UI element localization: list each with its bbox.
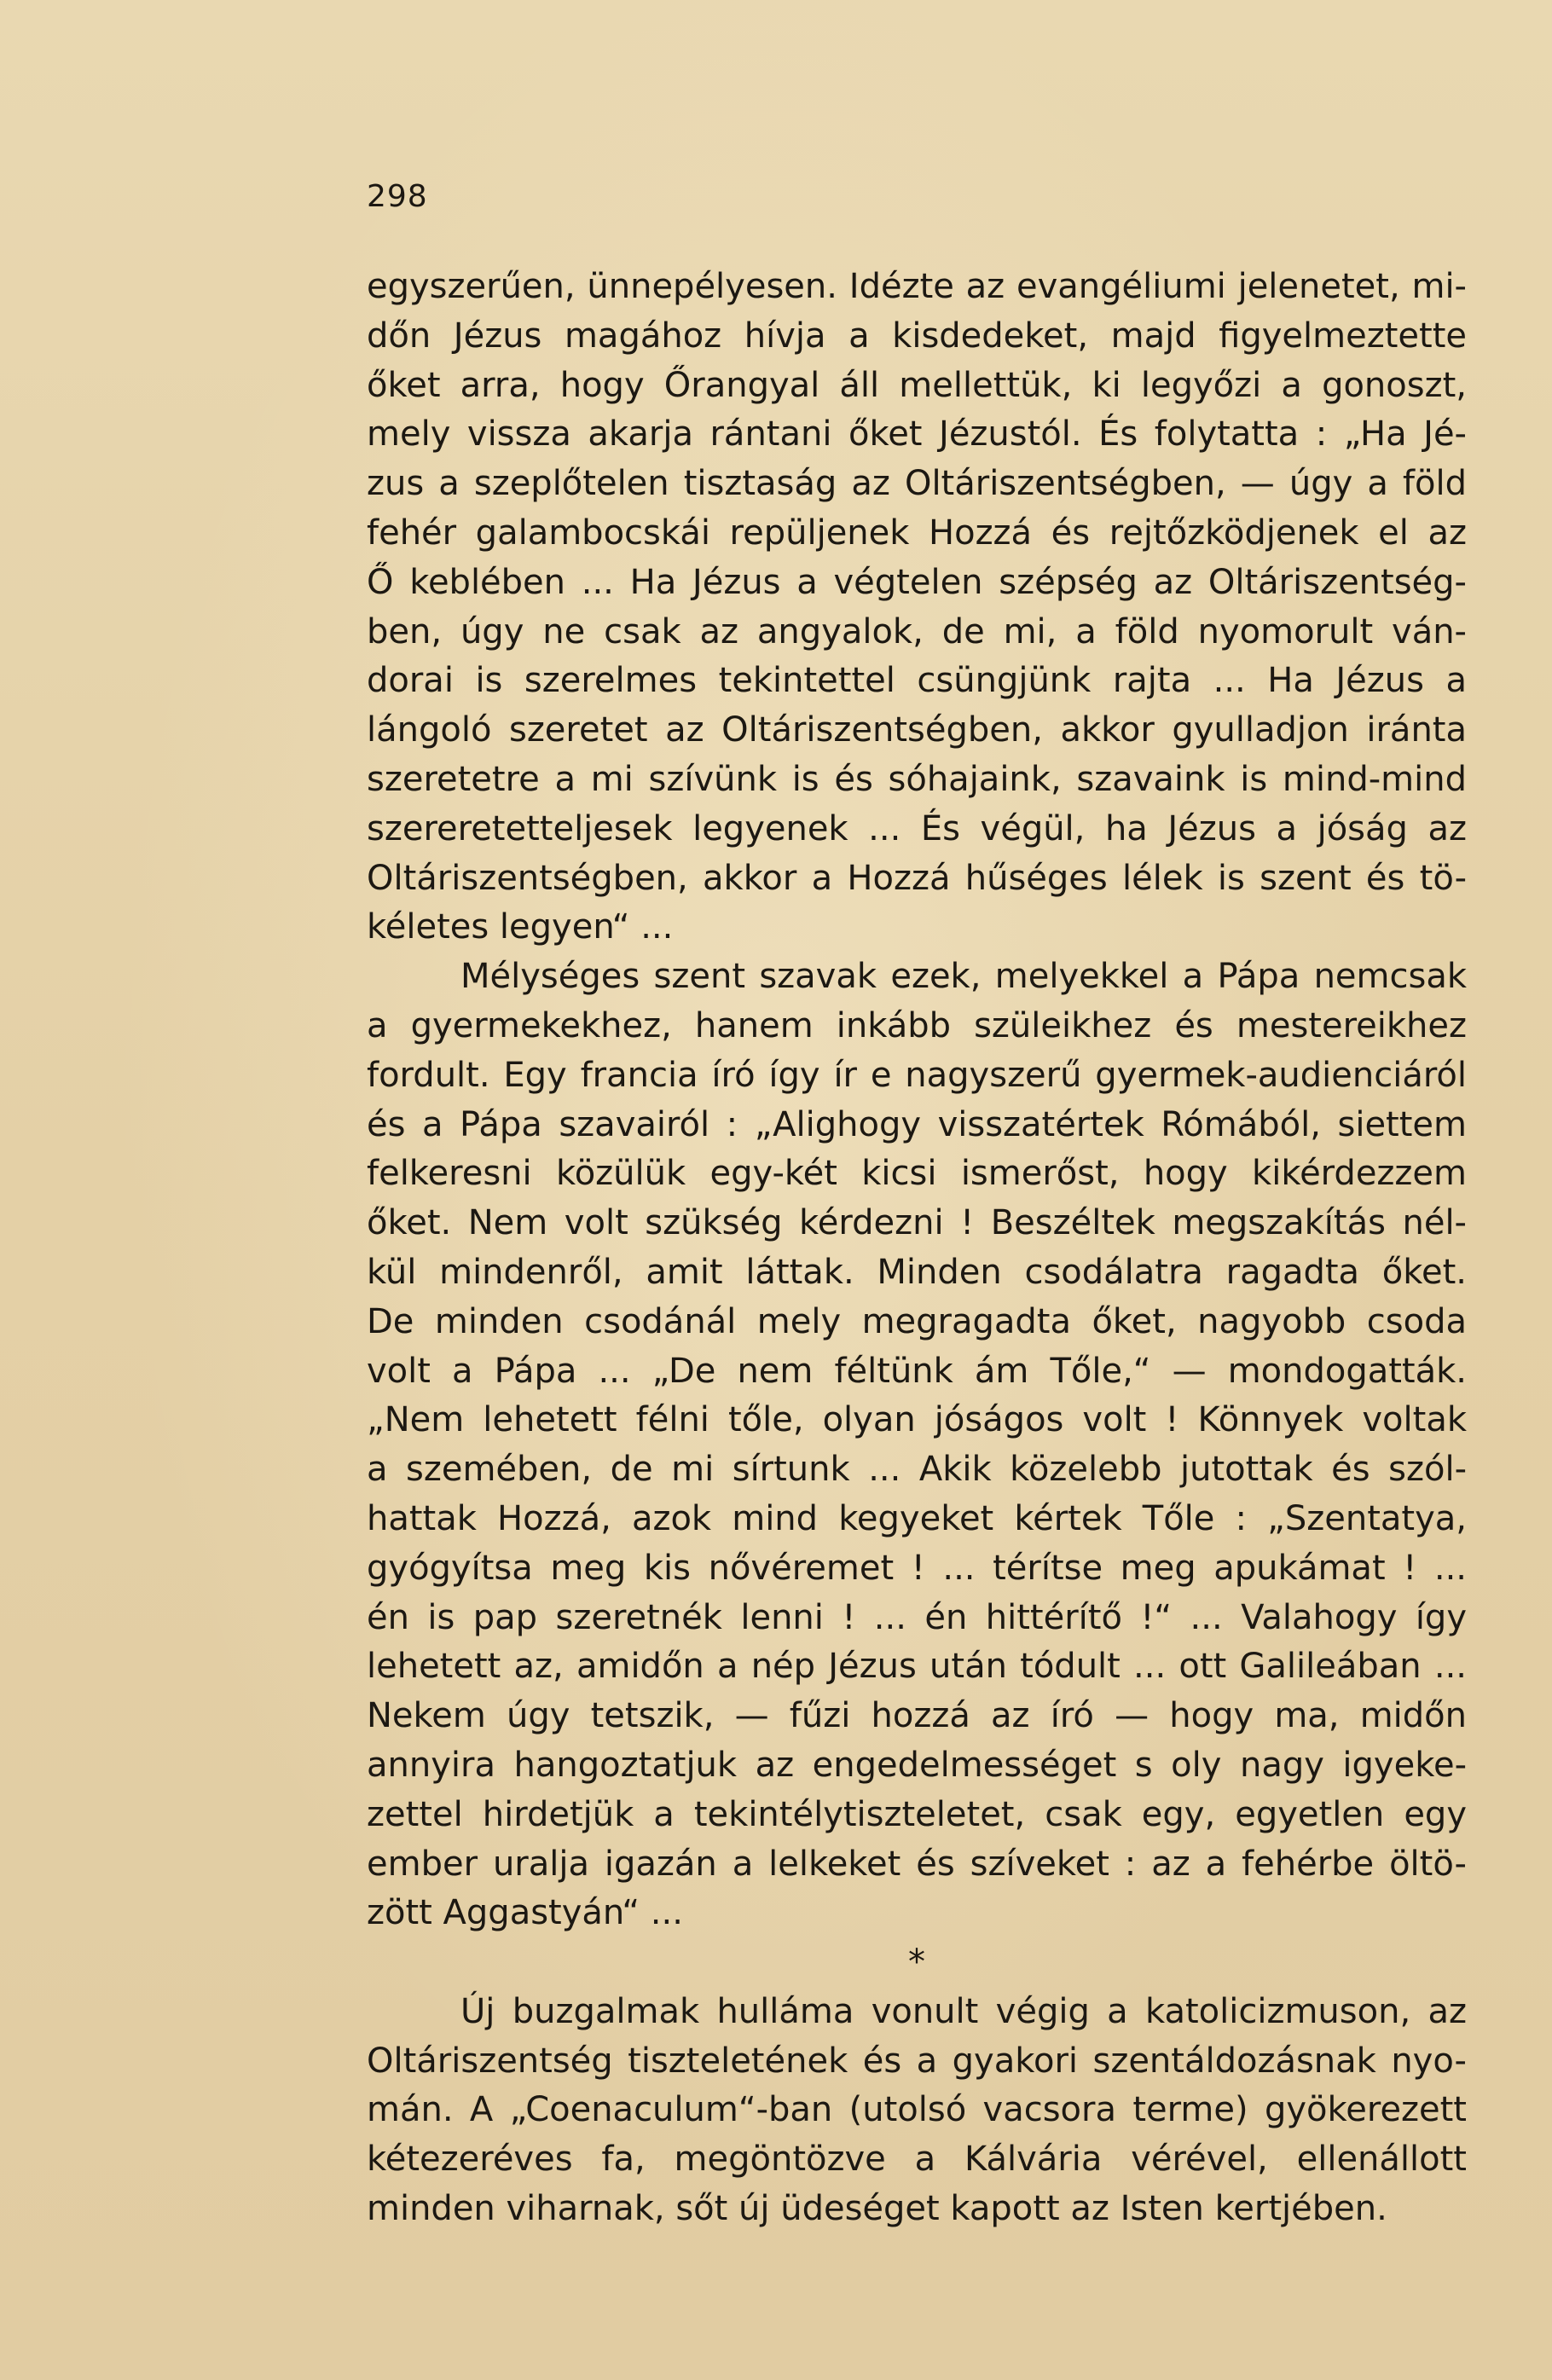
text-line: a gyermekekhez, hanem inkább szüleikhez és mestereikhez (367, 1005, 1467, 1045)
text-line: minden viharnak, sőt új üdeséget kapott az Isten kertjében. (367, 2189, 1387, 2229)
text-line: gyógyítsa meg kis nővéremet ! ... térítse meg apukámat ! ... (367, 1548, 1467, 1588)
text-line: mely vissza akarja rántani őket Jézustól. És folytatta : „Ha Jé- (367, 414, 1467, 455)
text-line: dőn Jézus magához hívja a kisdedeket, majd figyelmeztette (367, 316, 1467, 356)
text-line: Ő keblében ... Ha Jézus a végtelen szépség az Oltáriszentség- (367, 562, 1467, 602)
text-line: Mélységes szent szavak ezek, melyekkel a Pápa nemcsak (460, 957, 1467, 997)
paragraph (367, 1988, 1467, 2234)
text-line: ben, úgy ne csak az angyalok, de mi, a föld nyomorult ván- (367, 611, 1467, 651)
text-line: szeretetre a mi szívünk is és sóhajaink, szavaink is mind-mind (367, 759, 1467, 799)
text-line: lángoló szeretet az Oltáriszentségben, akkor gyulladjon iránta (367, 710, 1467, 750)
text-line: volt a Pápa ... „De nem féltünk ám Tőle,“ — mondogatták. (367, 1351, 1467, 1391)
text-line: „Nem lehetett félni tőle, olyan jóságos volt ! Könnyek voltak (367, 1400, 1467, 1440)
text-line: mán. A „Coenaculum“-ban (utolsó vacsora terme) gyökerezett (367, 2090, 1467, 2130)
text-line: annyira hangoztatjuk az engedelmességet s oly nagy igyeke- (367, 1745, 1467, 1785)
text-line: kétezeréves fa, megöntözve a Kálvária vérével, ellenállott (367, 2140, 1467, 2180)
text-line: őket arra, hogy Őrangyal áll mellettük, ki legyőzi a gonoszt, (367, 365, 1467, 405)
text-line: Oltáriszentségben, akkor a Hozzá hűséges lélek is szent és tö- (367, 858, 1467, 898)
text-body (367, 263, 1467, 2234)
text-line: hattak Hozzá, azok mind kegyeket kértek Tőle : „Szentatya, (367, 1498, 1467, 1538)
text-line: ember uralja igazán a lelkeket és szíveket : az a fehérbe öltö- (367, 1844, 1467, 1884)
text-line: a szemében, de mi sírtunk ... Akik közelebb jutottak és szól- (367, 1450, 1467, 1490)
text-line: én is pap szeretnék lenni ! ... én hittérítő !“ ... Valahogy így (367, 1597, 1467, 1637)
text-line: és a Pápa szavairól : „Alighogy visszatértek Rómából, siettem (367, 1104, 1467, 1144)
text-line: Oltáriszentség tiszteletének és a gyakori szentáldozásnak nyo- (367, 2041, 1467, 2081)
text-line: Új buzgalmak hulláma vonult végig a katolicizmuson, az (460, 1991, 1467, 2031)
text-line: szereretetteljesek legyenek ... És végül, ha Jézus a jóság az (367, 808, 1467, 848)
text-line: fehér galambocskái repüljenek Hozzá és rejtőzködjenek el az (367, 512, 1467, 553)
text-line: felkeresni közülük egy-két kicsi ismerőst, hogy kikérdezzem (367, 1154, 1467, 1194)
text-line: De minden csodánál mely megragadta őket, nagyobb csoda (367, 1301, 1467, 1341)
text-line: egyszerűen, ünnepélyesen. Idézte az evangéliumi jelenetet, mi- (367, 267, 1467, 306)
page-number: 298 (367, 179, 428, 214)
text-line: zött Aggastyán“ ... (367, 1893, 683, 1933)
text-line: lehetett az, amidőn a nép Jézus után tódult ... ott Galileában ... (367, 1647, 1467, 1687)
text-line: fordult. Egy francia író így ír e nagyszerű gyermek-audienciáról (367, 1055, 1467, 1095)
text-line: Nekem úgy tetszik, — fűzi hozzá az író — hogy ma, midőn (367, 1696, 1467, 1736)
text-line: őket. Nem volt szükség kérdezni ! Beszéltek megszakítás nél- (367, 1203, 1467, 1243)
paragraph (367, 953, 1467, 1938)
text-line: zus a szeplőtelen tisztaság az Oltáriszentségben, — úgy a föld (367, 464, 1467, 504)
text-line: dorai is szerelmes tekintettel csüngjünk rajta ... Ha Jézus a (367, 661, 1467, 701)
text-line: kül mindenről, amit láttak. Minden csodálatra ragadta őket. (367, 1252, 1467, 1292)
section-divider: * (908, 1943, 925, 1983)
text-line: kéletes legyen“ ... (367, 907, 674, 947)
text-line: zettel hirdetjük a tekintélytiszteletet, csak egy, egyetlen egy (367, 1794, 1467, 1834)
paragraph (367, 263, 1467, 953)
